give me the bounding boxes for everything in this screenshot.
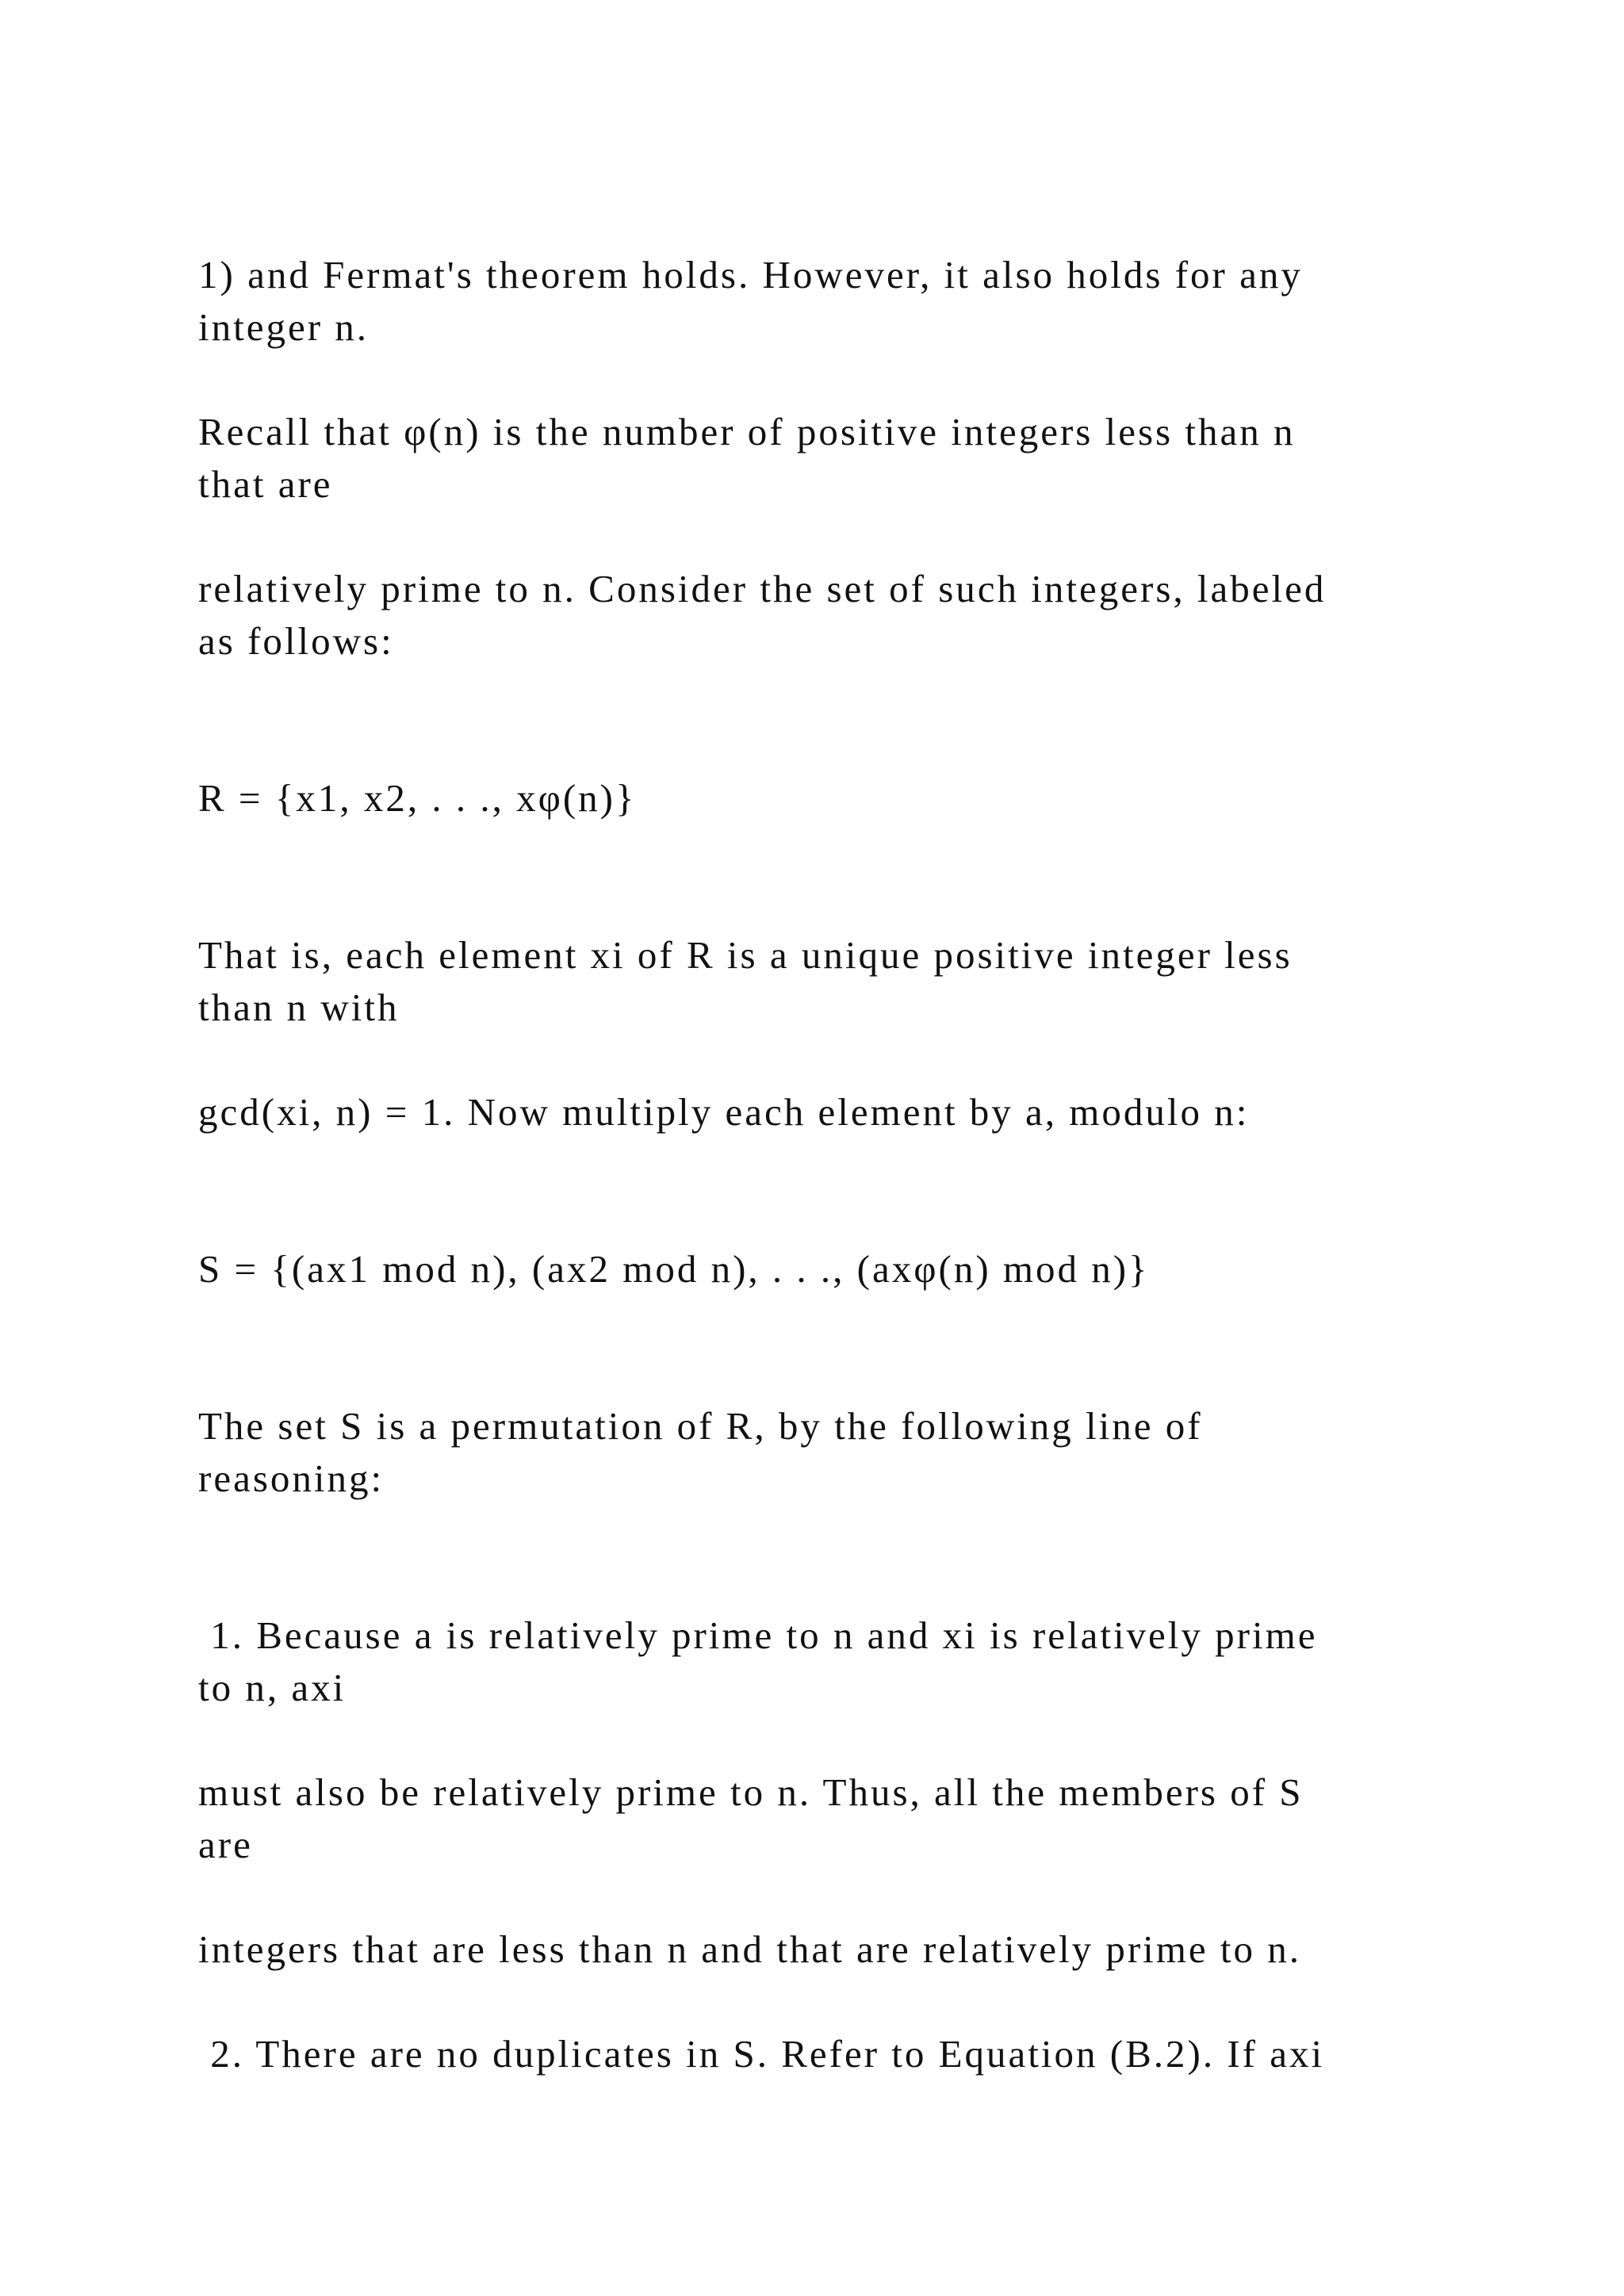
- text-line-8: That is, each element xi of R is a unique positive integer less: [198, 933, 1293, 977]
- text-line-4: that are: [198, 462, 333, 506]
- text-line-1: 1) and Fermat's theorem holds. However, it also holds for any: [198, 253, 1303, 297]
- list-item-2-line-1: 2. There are no duplicates in S. Refer to Equation (B.2). If axi: [198, 2032, 1325, 2076]
- text-line-17: are: [198, 1823, 253, 1866]
- text-line-10: gcd(xi, n) = 1. Now multiply each element by a, modulo n:: [198, 1090, 1250, 1134]
- text-line-13: reasoning:: [198, 1456, 385, 1500]
- formula-set-s: S = {(ax1 mod n), (ax2 mod n), . . ., (axφ(n) mod n)}: [198, 1247, 1150, 1291]
- list-item-1-line-2: to n, axi: [198, 1666, 347, 1709]
- text-line-18: integers that are less than n and that are relatively prime to n.: [198, 1927, 1301, 1971]
- text-line-12: The set S is a permutation of R, by the following line of: [198, 1404, 1203, 1448]
- text-line-16: must also be relatively prime to n. Thus, all the members of S: [198, 1770, 1304, 1814]
- text-line-6: as follows:: [198, 619, 394, 663]
- text-line-3: Recall that φ(n) is the number of positive integers less than n: [198, 410, 1296, 453]
- text-line-9: than n with: [198, 985, 400, 1029]
- list-item-1-line-1: 1. Because a is relatively prime to n and xi is relatively prime: [198, 1613, 1318, 1657]
- text-line-2: integer n.: [198, 305, 370, 349]
- text-line-5: relatively prime to n. Consider the set of such integers, labeled: [198, 567, 1327, 610]
- formula-set-r: R = {x1, x2, . . ., xφ(n)}: [198, 776, 637, 820]
